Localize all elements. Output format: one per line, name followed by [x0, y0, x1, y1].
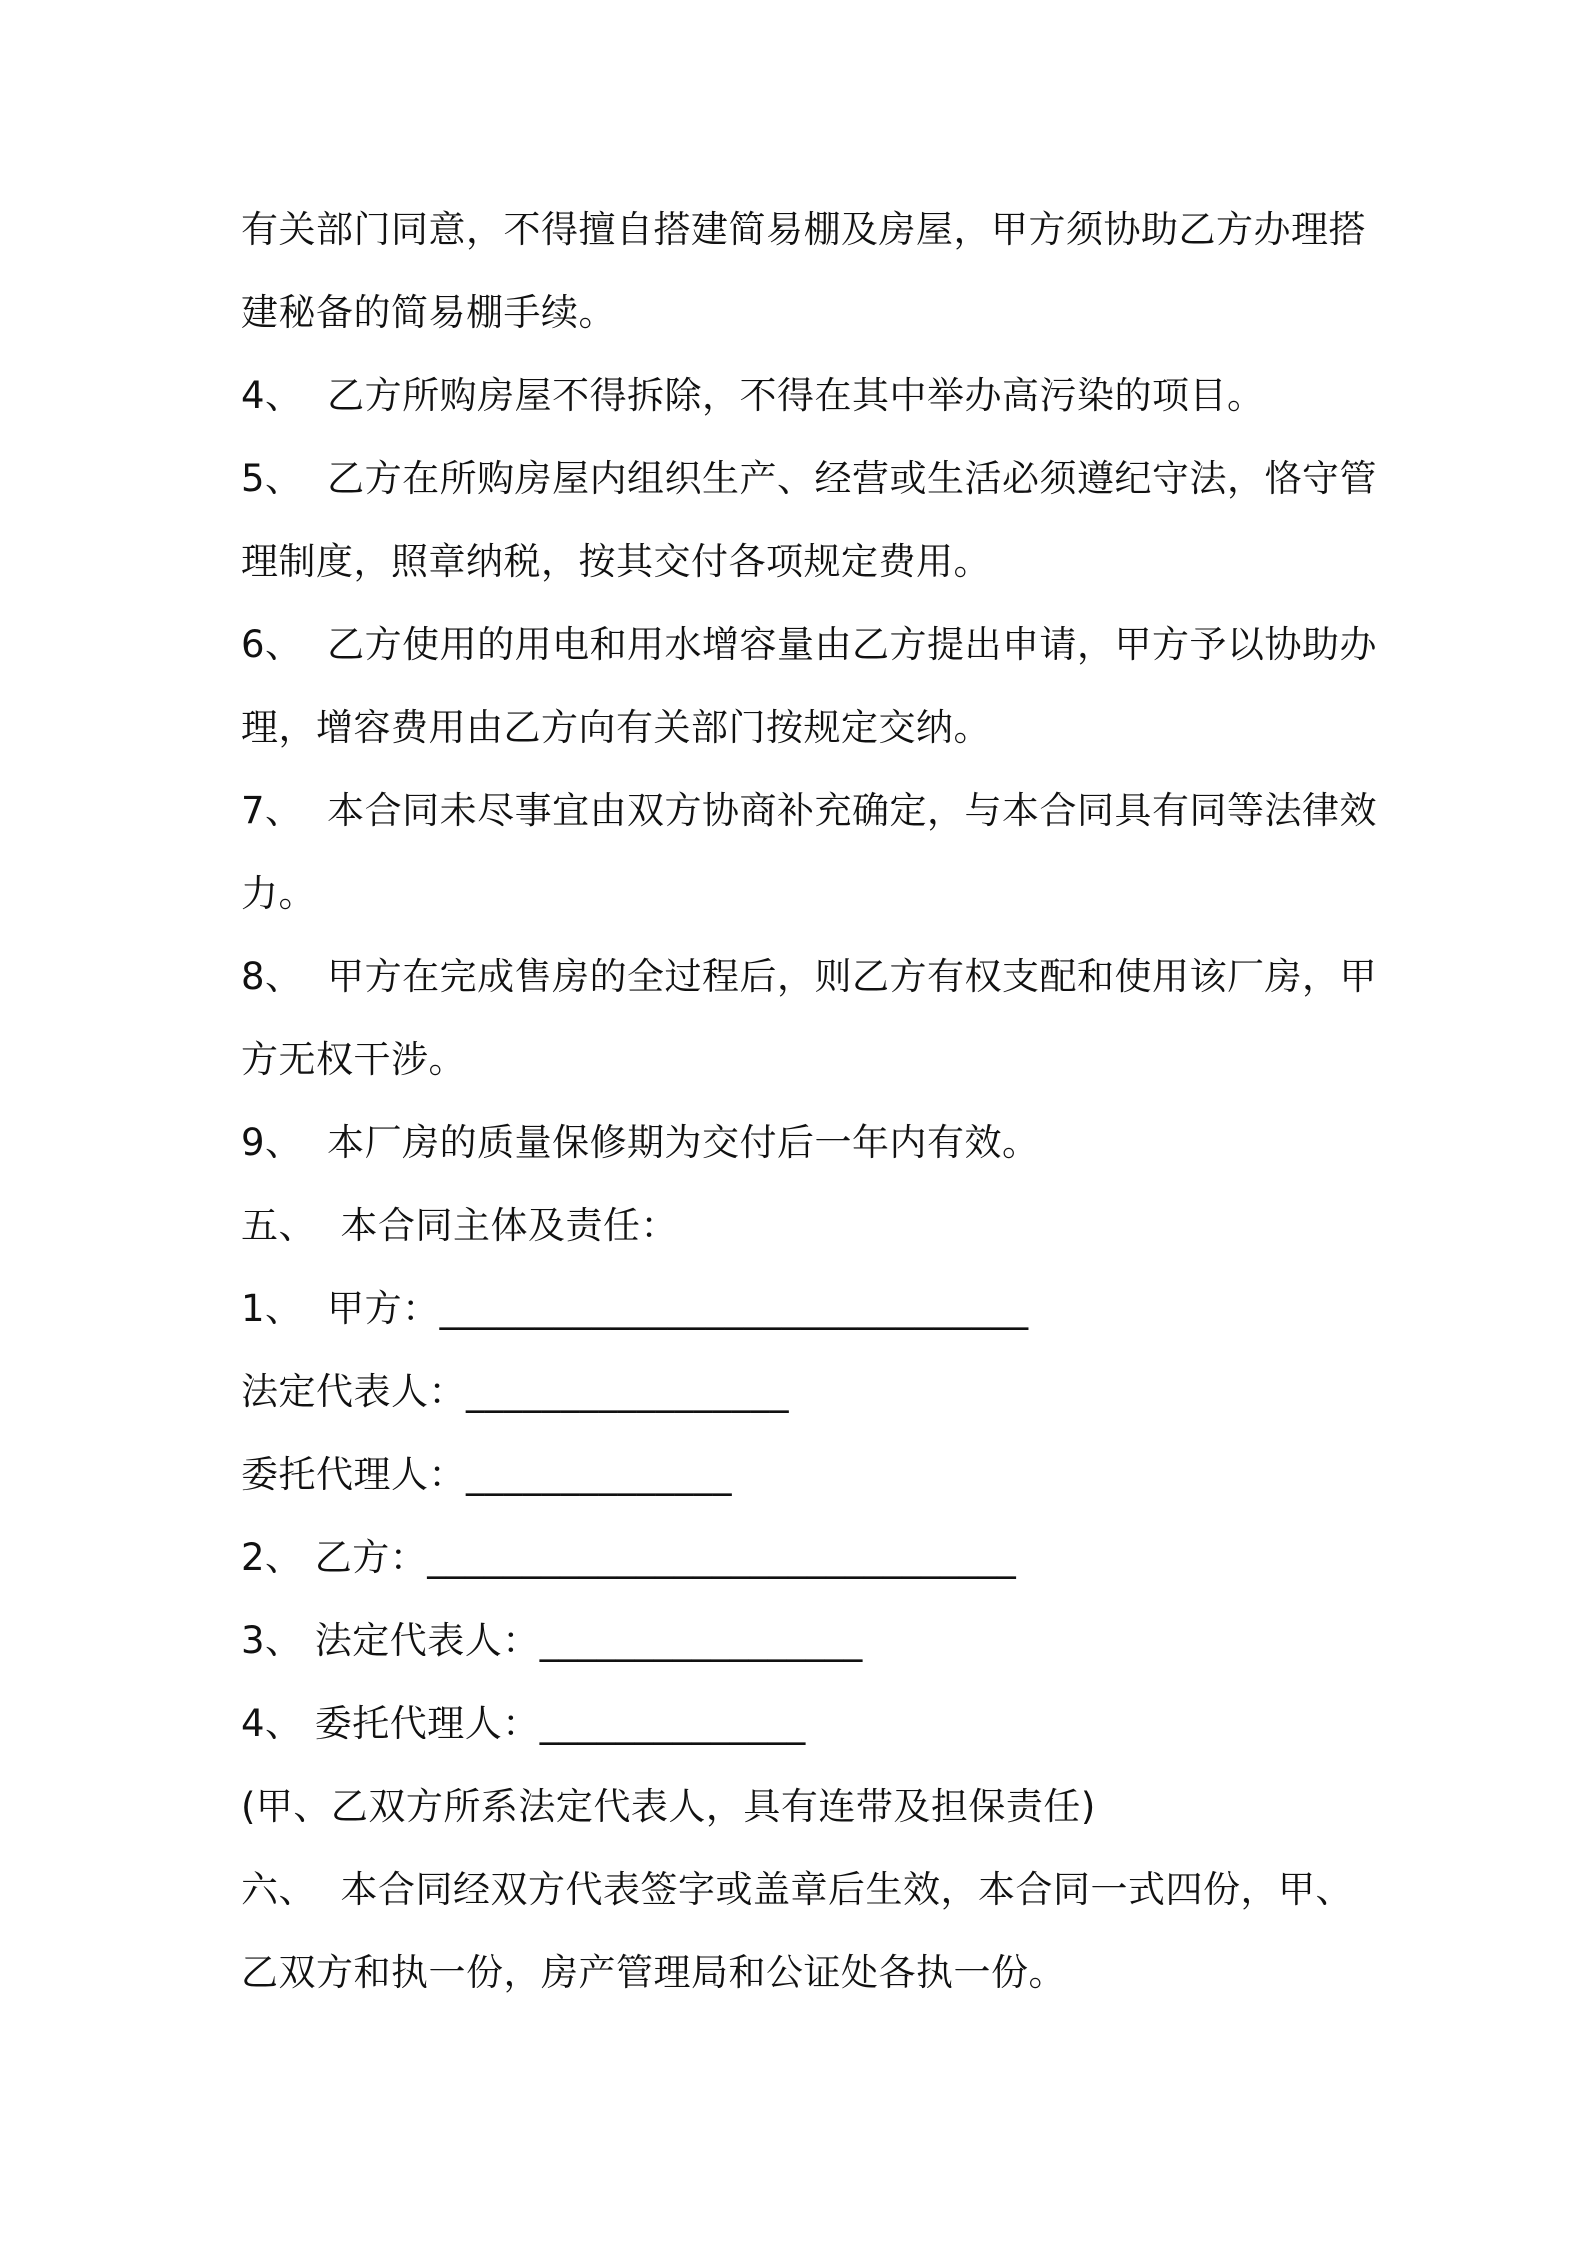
party-a-field: 1、 甲方：_______________________________ [241, 1287, 1029, 1330]
clause-8: 8、 甲方在完成售房的全过程后，则乙方有权支配和使用该厂房，甲 [241, 955, 1378, 998]
paragraph-line: 建秘备的简易棚手续。 [241, 291, 616, 334]
paragraph-line: 理，增容费用由乙方向有关部门按规定交纳。 [241, 706, 991, 749]
liability-note: (甲、乙双方所系法定代表人，具有连带及担保责任) [241, 1785, 1096, 1828]
party-b-legal-rep-field: 3、 法定代表人：_________________ [241, 1619, 863, 1662]
paragraph-line: 力。 [241, 872, 316, 915]
paragraph-line: 方无权干涉。 [241, 1038, 466, 1081]
section-5-heading: 五、 本合同主体及责任： [241, 1204, 679, 1247]
clause-4: 4、 乙方所购房屋不得拆除，不得在其中举办高污染的项目。 [241, 374, 1265, 417]
party-b-field: 2、 乙方：_______________________________ [241, 1536, 1017, 1579]
party-a-agent-field: 委托代理人：______________ [241, 1453, 732, 1496]
paragraph-line: 乙双方和执一份，房产管理局和公证处各执一份。 [241, 1951, 1066, 1994]
section-6-heading: 六、 本合同经双方代表签字或盖章后生效，本合同一式四份，甲、 [241, 1868, 1354, 1911]
clause-5: 5、 乙方在所购房屋内组织生产、经营或生活必须遵纪守法，恪守管 [241, 457, 1378, 500]
paragraph-line: 理制度，照章纳税，按其交付各项规定费用。 [241, 540, 991, 583]
paragraph-line: 有关部门同意，不得擅自搭建简易棚及房屋，甲方须协助乙方办理搭 [241, 208, 1366, 251]
clause-6: 6、 乙方使用的用电和用水增容量由乙方提出申请，甲方予以协助办 [241, 623, 1378, 666]
clause-9: 9、 本厂房的质量保修期为交付后一年内有效。 [241, 1121, 1040, 1164]
party-b-agent-field: 4、 委托代理人：______________ [241, 1702, 806, 1745]
clause-7: 7、 本合同未尽事宜由双方协商补充确定，与本合同具有同等法律效 [241, 789, 1378, 832]
party-a-legal-rep-field: 法定代表人：_________________ [241, 1370, 789, 1413]
